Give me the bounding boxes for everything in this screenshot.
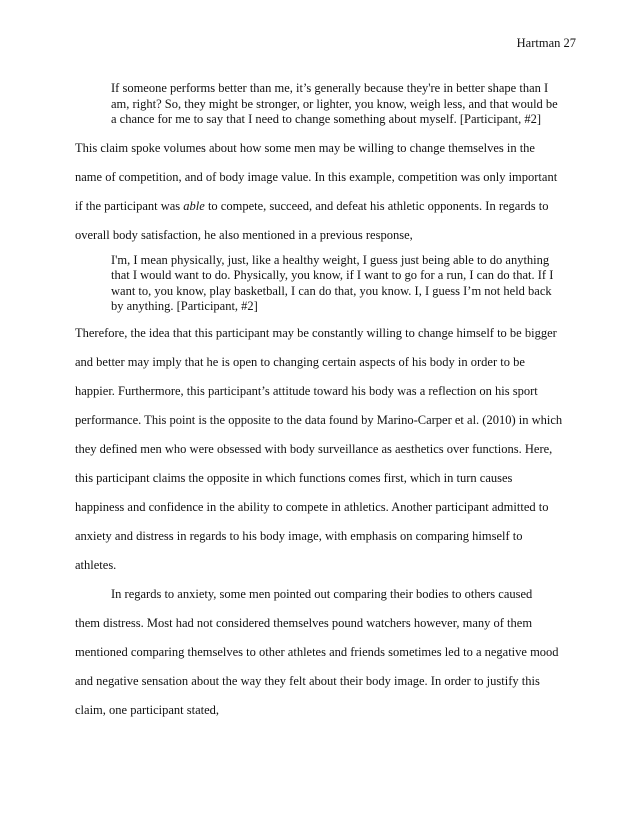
running-head: Hartman 27	[516, 36, 576, 50]
paragraph-line: Therefore, the idea that this participant may be constantly willing to change himself to be bigger	[75, 325, 557, 340]
quote-line: I'm, I mean physically, just, like a healthy weight, I guess just being able to do anything	[111, 252, 550, 267]
text-run: if the participant was	[75, 198, 184, 213]
quote-line: am, right? So, they might be stronger, or lighter, you know, weigh less, and that would be	[111, 96, 558, 111]
body-text	[75, 81, 565, 725]
paragraph-line: anxiety and distress in regards to his body image, with emphasis on comparing himself to	[75, 528, 523, 543]
paragraph-line: This claim spoke volumes about how some men may be willing to change themselves in the	[75, 140, 535, 155]
paragraph-line: claim, one participant stated,	[75, 702, 220, 717]
paragraph-line: In regards to anxiety, some men pointed out comparing their bodies to others caused	[111, 586, 533, 601]
paragraph-line: performance. This point is the opposite to the data found by Marino-Carper et al. (2010) in which	[75, 412, 563, 427]
paragraph-2	[75, 319, 565, 580]
paragraph-line: this participant claims the opposite in which functions comes first, which in turn causes	[75, 470, 513, 485]
paragraph-line: happier. Furthermore, this participant’s attitude toward his body was a reflection on his sport	[75, 383, 538, 398]
paragraph-line: happiness and confidence in the ability to compete in athletics. Another participant admitted to	[75, 499, 549, 514]
emphasized-word: able	[183, 198, 205, 213]
paragraph-line: they defined men who were obsessed with body surveillance as aesthetics over functions. Here,	[75, 441, 553, 456]
block-quote-1	[111, 81, 565, 128]
paragraph-line: and better may imply that he is open to changing certain aspects of his body in order to be	[75, 354, 525, 369]
quote-line: that I would want to do. Physically, you know, if I want to go for a run, I can do that. If I	[111, 268, 554, 282]
text-run: to compete, succeed, and defeat his athletic opponents. In regards to	[204, 198, 549, 213]
paragraph-3	[75, 580, 565, 725]
paragraph-1	[75, 134, 565, 250]
quote-line: want to, you know, play basketball, I can do that, you know. I, I guess I’m not held back	[111, 283, 552, 298]
paragraph-line: athletes.	[75, 557, 117, 572]
paragraph-line: name of competition, and of body image value. In this example, competition was only important	[75, 169, 558, 184]
paragraph-line: and negative sensation about the way they felt about their body image. In order to justify this	[75, 673, 540, 688]
paragraph-line	[75, 192, 565, 221]
quote-line: a chance for me to say that I need to change something about myself. [Participant, #2]	[111, 112, 542, 126]
paragraph-line: overall body satisfaction, he also mentioned in a previous response,	[75, 227, 413, 242]
block-quote-2	[111, 253, 565, 315]
paragraph-line: them distress. Most had not considered themselves pound watchers however, many of them	[75, 615, 533, 630]
quote-line: If someone performs better than me, it’s generally because they're in better shape than I	[111, 81, 549, 95]
paragraph-line: mentioned comparing themselves to other athletes and friends sometimes led to a negative mood	[75, 644, 559, 659]
quote-line: by anything. [Participant, #2]	[111, 299, 258, 313]
